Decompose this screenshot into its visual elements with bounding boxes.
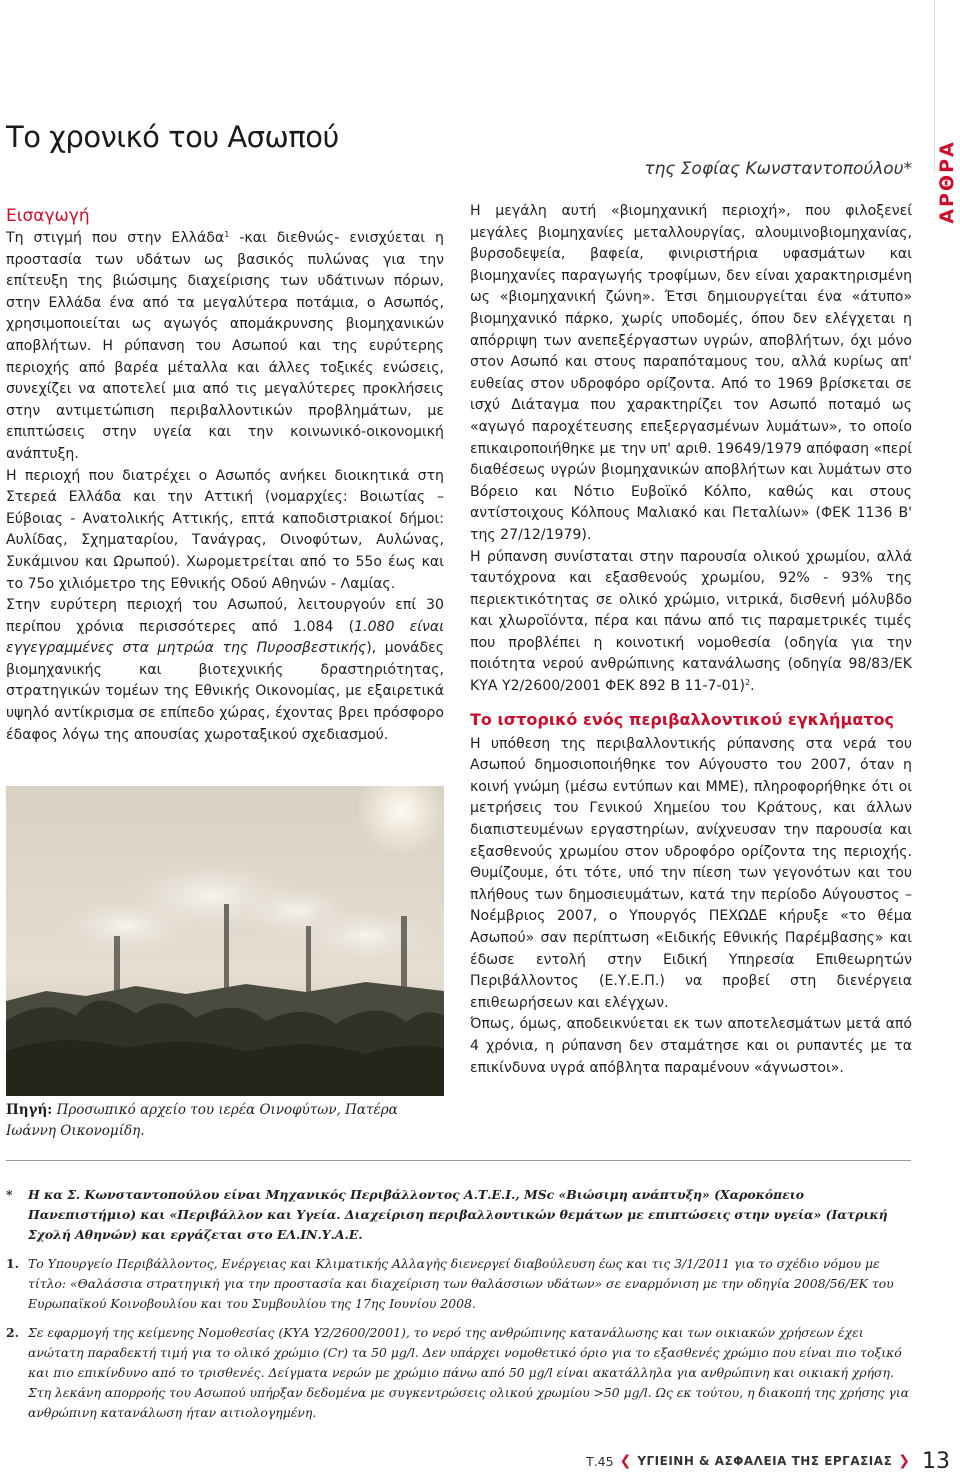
footnote-divider [6,1160,911,1161]
page-number: 13 [922,1448,950,1474]
issue-number: Τ.45 [586,1453,614,1469]
left-column [6,204,444,746]
factory-smoke-photo [6,786,444,1096]
footnote-ref-2: 2 [745,678,751,688]
footnote-author-text: Η κα Σ. Κωνσταντοπούλου είναι Μηχανικός Περιβάλλοντος Α.Τ.Ε.Ι., MSc «Βιώσιμη ανάπτυξη» (Χαροκόπειο Πανεπιστήμιο) και «Περιβάλλον και Υγεία. Διαχείριση περιβαλλοντικών θεμάτων με επιπτώσεις στην υγεία» (Ιατρική Σχολή Αθηνών) και εργάζεται στο ΕΛ.ΙΝ.Υ.Α.Ε. [28,1187,888,1242]
page-footer [586,1449,950,1473]
footnote-1 [6,1254,911,1314]
photo-caption [6,1100,444,1142]
right-paragraph-3: Η υπόθεση της περιβαλλοντικής ρύπανσης στα νερά του Ασωπού δημοσιοποιήθηκε τον Αύγουστο του 2007, όταν η κοινή γνώμη (μέσω εντύπων και ΜΜΕ), πληροφορήθηκε ότι οι μετρήσεις του Γενικού Χημείου του Κράτους, και άλλων διαπιστευμένων εργαστηρίων, ανίχνευσαν την παρουσία και εξασθενούς χρωμίου στον υδροφόρο ορίζοντα της περιοχής. Θυμίζουμε, ότι τότε, υπό την πίεση των γεγονότων και του πλήθους των δημοσιευμάτων, κατά την περίοδο Αύγουστος – Νοέμβριος 2007, ο Υπουργός ΠΕΧΩΔΕ κήρυξε «το θέμα Ασωπού» σαν περίπτωση «Ειδικής Εθνικής Παρέμβασης» και έδωσε εντολή στην Ειδική Υπηρεσία Επιθεωρητών Περιβάλλοντος (Ε.Υ.Ε.Π.) να προβεί στη διενέργεια επιθεωρήσεων και ελέγχων. [470,735,912,1011]
footnote-star-mark: * [6,1187,13,1202]
right-paragraph-2 [470,547,912,698]
caption-text: Προσωπικό αρχείο του ιερέα Οινοφύτων, Πατέρα Ιωάννη Οικονομίδη. [6,1102,398,1139]
right-p2-text-a: Η ρύπανση συνίσταται στην παρουσία ολικού χρωμίου, αλλά ταυτόχρονα και εξασθενούς χρωμίου, 92% - 93% της περιεκτικότητας σε ολικό χρώμιο, νιτρικά, δισθενή μόλυβδο και χλωροϊόντα, πέρα και πάνω από τις παραμετρικές τιμές που προβλέπει η κοινοτική νομοθεσία (οδηγία για την ποιότητα νερού ανθρώπινης κατανάλωσης (οδηγία 98/83/ΕΚ ΚΥΑ Υ2/2600/2001 ΦΕΚ 892 Β 11-7-01) [470,548,912,695]
footnotes [6,1185,911,1432]
right-paragraph-4: Όπως, όμως, αποδεικνύεται εκ των αποτελεσμάτων μετά από 4 χρόνια, η ρύπανση δεν σταμάτησε και οι ρυπαντές με τα επικίνδυνα υγρά απόβλητα παραμένουν «άγνωστοι». [470,1016,912,1076]
intro-paragraph-3 [6,595,444,746]
intro-paragraph-1 [6,228,444,466]
intro-p3-text-a: Στην ευρύτερη περιοχή του Ασωπού, λειτουργούν επί 30 περίπου χρόνια περισσότερες από 1.084 ( [6,597,444,635]
caption-label: Πηγή: [6,1102,53,1118]
intro-p3-text-b: ), μονάδες βιομηχανικής και βιοτεχνικής δραστηριότητας, στρατηγικών τομέων της Εθνικής Οικονομίας, με εξαιρετικά υψηλό αντίκρισμα σε επίπεδο χώρας, έχοντας βρει πρόσφορο έδαφος λόγω της απουσίας χωροταξικού σχεδιασμού. [6,640,444,743]
right-column [470,201,912,1079]
intro-paragraph-2: Η περιοχή που διατρέχει ο Ασωπός ανήκει διοικητικά στη Στερεά Ελλάδα και την Αττική (νομαρχίες: Βοιωτίας – Εύβοιας - Ανατολικής Αττικής, επτά καποδιστριακοί δήμοι: Αυλίδας, Σχηματαρίου, Τανάγρας, Οινοφύτων, Αυλώνας, Συκάμινου και Ωρωπού). Χωρομετρείται από το 55ο έως και το 75ο χιλιόμετρο της Εθνικής Οδού Αθηνών - Λαμίας. [6,467,444,592]
footnote-ref-1: 1 [224,230,230,239]
footnote-author [6,1185,911,1245]
footnote-1-mark: 1. [6,1256,19,1271]
journal-name: ΥΓΙΕΙΝΗ & ΑΣΦΑΛΕΙΑ ΤΗΣ ΕΡΓΑΣΙΑΣ [637,1454,893,1468]
history-heading: Το ιστορικό ενός περιβαλλοντικού εγκλήματος [470,709,894,729]
intro-p1-text-b: -και διεθνώς- ενισχύεται η προστασία των υδάτων ως βασικός πυλώνας για την επίτευξη της βιώσιμης διαχείρισης των υδάτινων πόρων, στην Ελλάδα ένα από τα μεγαλύτερα ποτάμια, ο Ασωπός, χρησιμοποιείται ως αγωγός απομάκρυνσης βιομηχανικών αποβλήτων. Η ρύπανση του Ασωπού και της ευρύτερης περιοχής από βαρέα μέταλλα και άλλες τοξικές ενώσεις, συνεχίζει να αποτελεί μια από τις μεγαλύτερες προκλήσεις στην αντιμετώπιση περιβαλλοντικών προβλημάτων, με επιπτώσεις στην υγεία και την κοινωνικό-οικονομική ανάπτυξη. [6,230,444,462]
section-tab-label-wrap [934,122,960,242]
right-p2-text-b: . [750,678,755,695]
article-author: της Σοφίας Κωνσταντοπούλου* [644,159,912,179]
footnote-2-mark: 2. [6,1325,19,1340]
intro-p3-italic: 1.080 είναι εγγεγραμμένες στα μητρώα της Πυροσβεστικής [6,618,444,657]
right-paragraph-1: Η μεγάλη αυτή «βιομηχανική περιοχή», που φιλοξενεί μεγάλες βιομηχανίες μεταλλουργίας, αλουμινοβιομηχανίας, βυρσοδεψεία, βαφεία, φινιριστήρια υφασμάτων και βιομηχανίες παραγωγής τροφίμων, δεν είναι χαρακτηρισμένη ως «βιομηχανική ζώνη». Έτσι δημιουργείται ένα «άτυπο» βιομηχανικό πάρκο, χωρίς υποδομές, όπου δεν ελέγχεται η απόρριψη των ανεπεξέργαστων υγρών, αποβλήτων, όχι μόνο στον Ασωπό και στους παραπόταμους του, αλλά κυρίως απ' ευθείας στον υδροφόρο ορίζοντα. Από το 1969 βρίσκεται σε ισχύ Διάταγμα που χαρακτηρίζει τον Ασωπό ποταμό ως «αγωγό παροχέτευσης επεξεργασμένων λυμάτων», το οποίο επικαιροποιήθηκε με την υπ' αριθ. 19649/1979 απόφαση «περί διαθέσεως υγρών βιομηχανικών αποβλήτων και λυμάτων στο Βόρειο και Νότιο Ευβοϊκό Κόλπο, καθώς και στους αντίστοιχους Κόλπους Μαλιακό και Πεταλίων» (ΦΕΚ 1136 Β' της 27/12/1979). [470,203,912,543]
footnote-1-text: Το Υπουργείο Περιβάλλοντος, Ενέργειας και Κλιματικής Αλλαγής διενεργεί διαβούλευση έως και τις 3/1/2011 για το σχέδιο νόμου με τίτλο: «Θαλάσσια στρατηγική για την προστασία και διαχείριση των θαλάσσιων υδάτων» σε εναρμόνιση με την οδηγία 2008/56/ΕΚ του Ευρωπαϊκού Κοινοβουλίου και του Συμβουλίου της 17ης Ιουνίου 2008. [28,1256,894,1311]
chevron-right-icon: ❯ [898,1453,910,1469]
footnote-2-text: Σε εφαρμογή της κείμενης Νομοθεσίας (ΚΥΑ Υ2/2600/2001), το νερό της ανθρώπινης κατανάλωσης και των οικιακών χρήσεων έχει ανώτατη παραδεκτή τιμή για το ολικό χρώμιο (Cr) τα 50 μg/l. Δεν υπάρχει νομοθετικό όριο για το εξασθενές χρώμιο που είναι πιο τοξικό και πιο επικίνδυνο από το τρισθενές. Δείγματα νερών με χρώμιο πάνω από 50 μg/l είναι ακατάλληλα για ανθρώπινη και οικιακή χρήση. Στη λεκάνη απορροής του Ασωπού υπήρξαν δεδομένα με συγκεντρώσεις ολικού χρωμίου >50 μg/l. Ως εκ τούτου, η διακοπή της χρήσης για ανθρώπινη κατανάλωση ήταν αιτιολογημένη. [28,1325,909,1420]
footnote-2 [6,1323,911,1423]
chevron-left-icon: ❮ [619,1453,632,1469]
intro-p1-text-a: Τη στιγμή που στην Ελλάδα [6,230,225,246]
intro-heading: Εισαγωγή [6,206,90,226]
article-title: Το χρονικό του Ασωπού [6,120,339,154]
section-tab-label: ΑΡΘΡΑ [936,140,958,224]
